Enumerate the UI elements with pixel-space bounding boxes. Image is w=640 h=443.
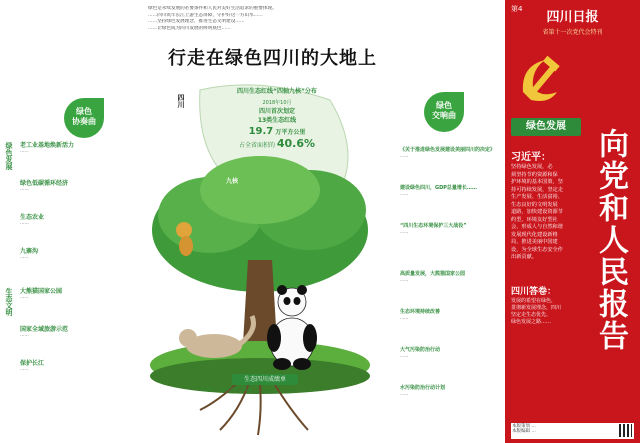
panda-eye (284, 297, 291, 305)
text-block (400, 222, 504, 234)
stat-value: 19.7 (248, 126, 274, 137)
intro-text (148, 6, 498, 40)
block-title: 生态环境持续改善 (400, 309, 441, 315)
item-body: …… (20, 187, 29, 192)
quote-line: 坚持绿色发展，必 (511, 164, 553, 170)
quote-line: 护环境的基本国策，坚 (511, 179, 563, 185)
badge-line: 绿色 (436, 101, 452, 110)
qr-code-icon (619, 424, 632, 437)
paper-name: 四川日报 (546, 10, 599, 25)
text-block (400, 184, 504, 196)
quote-line: 设，为全球生态安全作 (511, 246, 563, 253)
leaf-badge (424, 92, 464, 132)
item-body: …… (20, 333, 29, 338)
list-item (20, 358, 140, 395)
right-text-column (400, 80, 504, 440)
block-body: …… (400, 229, 409, 234)
item-title: 老工业基地焕新活力 (20, 142, 75, 149)
quote-line: 出新贡献。 (511, 254, 537, 260)
page-headline: 行走在绿色四川的大地上 (168, 48, 377, 69)
block-body: …… (400, 277, 409, 282)
block-title: 《关于推进绿色发展建设美丽四川的决定》 (400, 147, 496, 153)
panda-arm (267, 324, 281, 352)
quote-line: 持可持续发展，坚定走 (511, 186, 563, 193)
vertical-label: 生态文明 (5, 288, 13, 316)
item-body: …… (20, 221, 29, 226)
credit-line: 本版编辑 … (512, 429, 536, 434)
list-item (20, 212, 140, 249)
list-item (20, 246, 140, 283)
item-title: 绿色低碳循环经济 (20, 180, 69, 187)
monkey (176, 222, 192, 238)
quote-line: 道路，加快建设资源节 (511, 209, 563, 215)
item-body: …… (20, 367, 29, 372)
left-column (0, 0, 140, 443)
stat-area-line: 四川首次划定 (258, 108, 295, 115)
block-title: “四川生态环境保护三大战役” (400, 223, 467, 229)
intro-line: 绿色是永续发展的必要条件和人民对美好生活追求的重要体现。 (148, 6, 277, 11)
quote-line: 生态良好的文明发展 (511, 201, 558, 208)
page-number: 第4 (511, 5, 523, 13)
item-body: …… (20, 149, 29, 154)
quote-line: 发展现代化建设新格 (511, 231, 558, 238)
side-label: 四川 (177, 94, 185, 108)
masthead (505, 4, 640, 36)
mini-stat: 30.6% (200, 388, 214, 393)
stat-value-line (222, 126, 332, 137)
quote-line: 局，推进美丽中国建 (511, 239, 558, 245)
text-block (400, 384, 504, 396)
block-body: …… (400, 153, 409, 158)
panda-leg (273, 358, 291, 370)
monkey-body (179, 236, 193, 256)
answer-line: 贯彻新发展理念，四川 (511, 305, 562, 311)
panda-ear (297, 285, 307, 295)
text-block (400, 346, 504, 358)
section-label: 绿色发展 (511, 118, 581, 136)
vertical-title: 向党和人民报告 (593, 128, 628, 352)
panda-arm (303, 324, 317, 352)
speaker-label: 习近平： (511, 152, 551, 163)
block-title: 水污染防治行动计划 (400, 385, 446, 391)
text-block (400, 308, 504, 320)
quote-line: 会，形成人与自然和谐 (511, 224, 563, 230)
leopard-head (179, 329, 197, 347)
answer-line: 发展的希望在绿色， (511, 298, 557, 304)
vertical-label: 绿色发展 (5, 142, 13, 170)
list-item (20, 140, 140, 177)
block-title: 建设绿色四川，GDP总量增长…… (400, 185, 477, 191)
badge-line: 协奏曲 (72, 117, 96, 126)
mini-stat: 92% (241, 388, 252, 393)
answer-body (511, 298, 585, 326)
intro-line: ……让绿色成为四川发展的鲜明底色…… (148, 25, 231, 31)
scorecard-ribbon: 生态四川成绩单 (232, 374, 298, 385)
mini-stats (200, 388, 350, 394)
stat-unit: 万平方公里 (275, 129, 306, 136)
stat-date: 2018年10月 (262, 100, 292, 106)
block-body: …… (400, 315, 409, 320)
item-title: 国家全域旅游示范 (20, 326, 69, 333)
item-body: …… (20, 255, 29, 260)
panda-eye (294, 297, 301, 305)
list-item (20, 286, 140, 323)
panda-leg (293, 358, 311, 370)
stat-pct-line (222, 137, 332, 150)
stat-area-line: 13类生态红线 (257, 117, 297, 124)
ecological-stat-box (222, 86, 332, 150)
badge-line: 交响曲 (432, 111, 456, 120)
item-title: 九寨沟 (20, 248, 39, 255)
item-title: 保护长江 (20, 360, 45, 367)
text-block (400, 146, 504, 158)
intro-line: ……四川筑牢长江上游生态屏障，守护好这一方山水…… (148, 12, 263, 18)
block-title: 高质量发展，大熊猫国家公园 (400, 271, 466, 277)
text-block (400, 270, 504, 282)
red-sidebar (505, 0, 640, 443)
item-title: 生态农业 (20, 214, 45, 221)
nine-core-label: 九核 (226, 178, 239, 185)
answer-line: 绿色发展之路…… (511, 319, 552, 325)
block-body: …… (400, 391, 409, 396)
stat-title: 四川生态红线“四轴九核”分布 (237, 88, 317, 95)
item-title: 大熊猫国家公园 (20, 288, 63, 295)
quote-line: 生产发展、生活富裕、 (511, 194, 563, 200)
credits-box (511, 423, 634, 439)
credit-line: 本版策划 … (512, 424, 536, 429)
answer-line: 坚定走生态优先、 (511, 312, 552, 318)
quote-body (511, 164, 585, 262)
special-issue-label: 省第十一次党代会特刊 (542, 29, 603, 36)
list-item (20, 324, 140, 361)
block-body: …… (400, 191, 409, 196)
list-item (20, 178, 140, 215)
tree-canopy (200, 156, 320, 224)
stat-pct-prefix: 占全省面积的 (238, 142, 275, 149)
block-body: …… (400, 353, 409, 358)
answer-title: 四川答卷： (511, 287, 557, 297)
mini-stat: 38.03% (219, 388, 237, 393)
hammer-sickle-icon (513, 52, 569, 108)
stat-pct: 40.6% (276, 137, 316, 150)
leaf-badge (64, 98, 104, 138)
item-body: …… (20, 295, 29, 300)
badge-line: 绿色 (76, 107, 92, 116)
quote-line: 须坚持节约资源和保 (511, 171, 558, 178)
panda-ear (277, 285, 287, 295)
intro-line: ……坚持绿色发展理念，推进生态文明建设…… (148, 19, 245, 25)
block-title: 大气污染防治行动 (400, 347, 441, 353)
quote-line: 约型、环境友好型社 (511, 216, 558, 223)
